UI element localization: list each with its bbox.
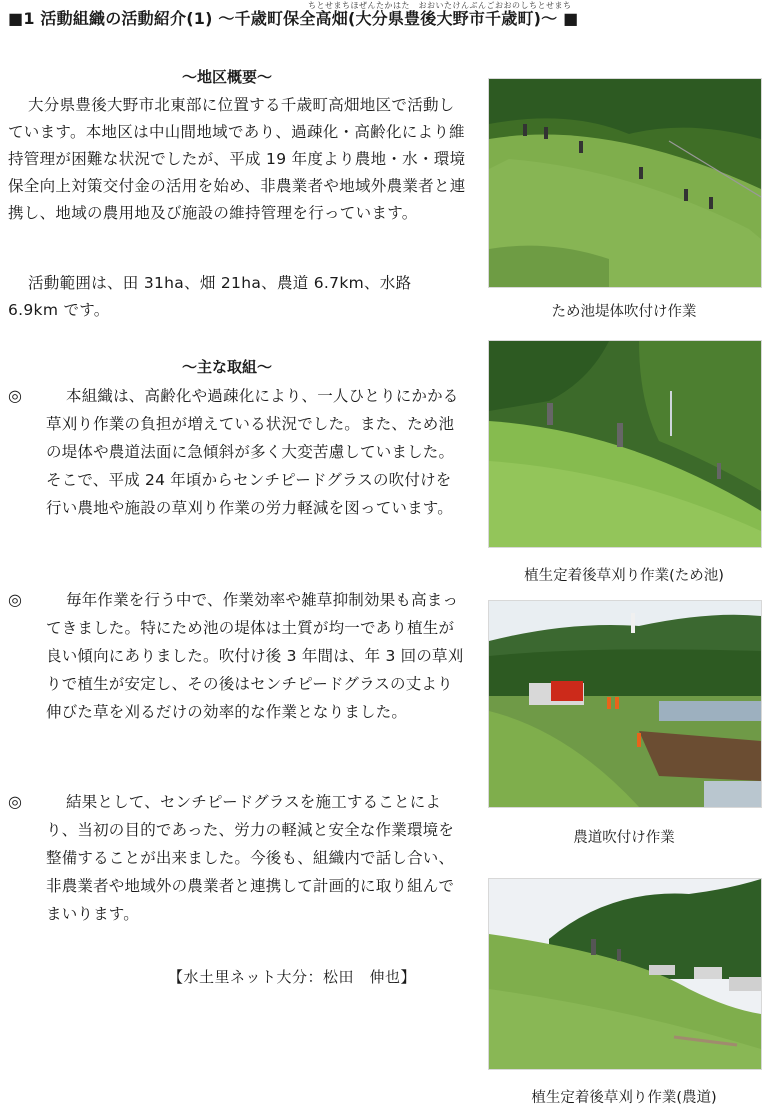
initiative-text: 本組織は、高齢化や過疎化により、一人ひとりにかかる草刈り作業の負担が増えている状況でした。また、ため池の堤体や農道法面に急傾斜が多く大変苦慮していました。そこで、平成 24 年頃からセンチピードグラスの吹付けを行い農地や施設の草刈り作業の労力軽減を図っています。 [46, 387, 459, 517]
header-ruby: ちとせまちほぜんたかはた おおいたけんぶんごおおのしちとせまち [308, 1, 572, 10]
initiatives-title: ～主な取組～ [182, 358, 273, 376]
photo-road-spraying [488, 600, 762, 808]
initiative-text: 毎年作業を行う中で、作業効率や雑草抑制効果も高まってきました。特にため池の堤体は土質が均一であり植生が良い傾向にありました。吹付け後 3 年間は、年 3 回の草刈りで植生が安定し、その後はセンチピードグラスの丈より伸びた草を刈るだけの効率的な作業となりました。 [46, 591, 464, 721]
initiative-item-2 [8, 586, 466, 726]
photo-caption-3: 農道吹付け作業 [573, 830, 675, 846]
author-signature: 【水土里ネット大分：松田 伸也】 [168, 968, 417, 986]
photo-pond-mowing [488, 340, 762, 548]
photo-caption-1: ため池堤体吹付け作業 [551, 304, 697, 320]
initiative-item-1 [8, 382, 466, 522]
overview-paragraph-2: 活動範囲は、田 31ha、畑 21ha、農道 6.7km、水路 6.9km です。 [8, 274, 412, 319]
bullet-icon: ◎ [8, 792, 23, 811]
overview-paragraph-1: 大分県豊後大野市北東部に位置する千歳町高畑地区で活動しています。本地区は中山間地域であり、過疎化・高齢化により維持管理が困難な状況でしたが、平成 19 年度より農地・水・環境保全向上対策交付金の活用を始め、非農業者や地域外農業者と連携し、地域の農用地及び施設の維持管理を行っています。 [8, 96, 466, 222]
bullet-icon: ◎ [8, 386, 23, 405]
initiative-text: 結果として、センチピードグラスを施工することにより、当初の目的であった、労力の軽減と安全な作業環境を整備することが出来ました。今後も、組織内で話し合い、非農業者や地域外の農業者と連携して計画的に取り組んでまいります。 [46, 793, 455, 923]
photo-road-mowing [488, 878, 762, 1070]
header-title: ■1 活動組織の活動紹介(1) ～千歳町保全高畑(大分県豊後大野市千歳町)～ ■ [8, 9, 579, 28]
page-header [8, 1, 748, 30]
overview-title: ～地区概要～ [182, 68, 273, 86]
bullet-icon: ◎ [8, 590, 23, 609]
initiative-item-3 [8, 788, 466, 928]
photo-caption-2: 植生定着後草刈り作業(ため池) [524, 568, 724, 584]
photo-embankment-spraying [488, 78, 762, 288]
photo-caption-4: 植生定着後草刈り作業(農道) [531, 1090, 717, 1106]
